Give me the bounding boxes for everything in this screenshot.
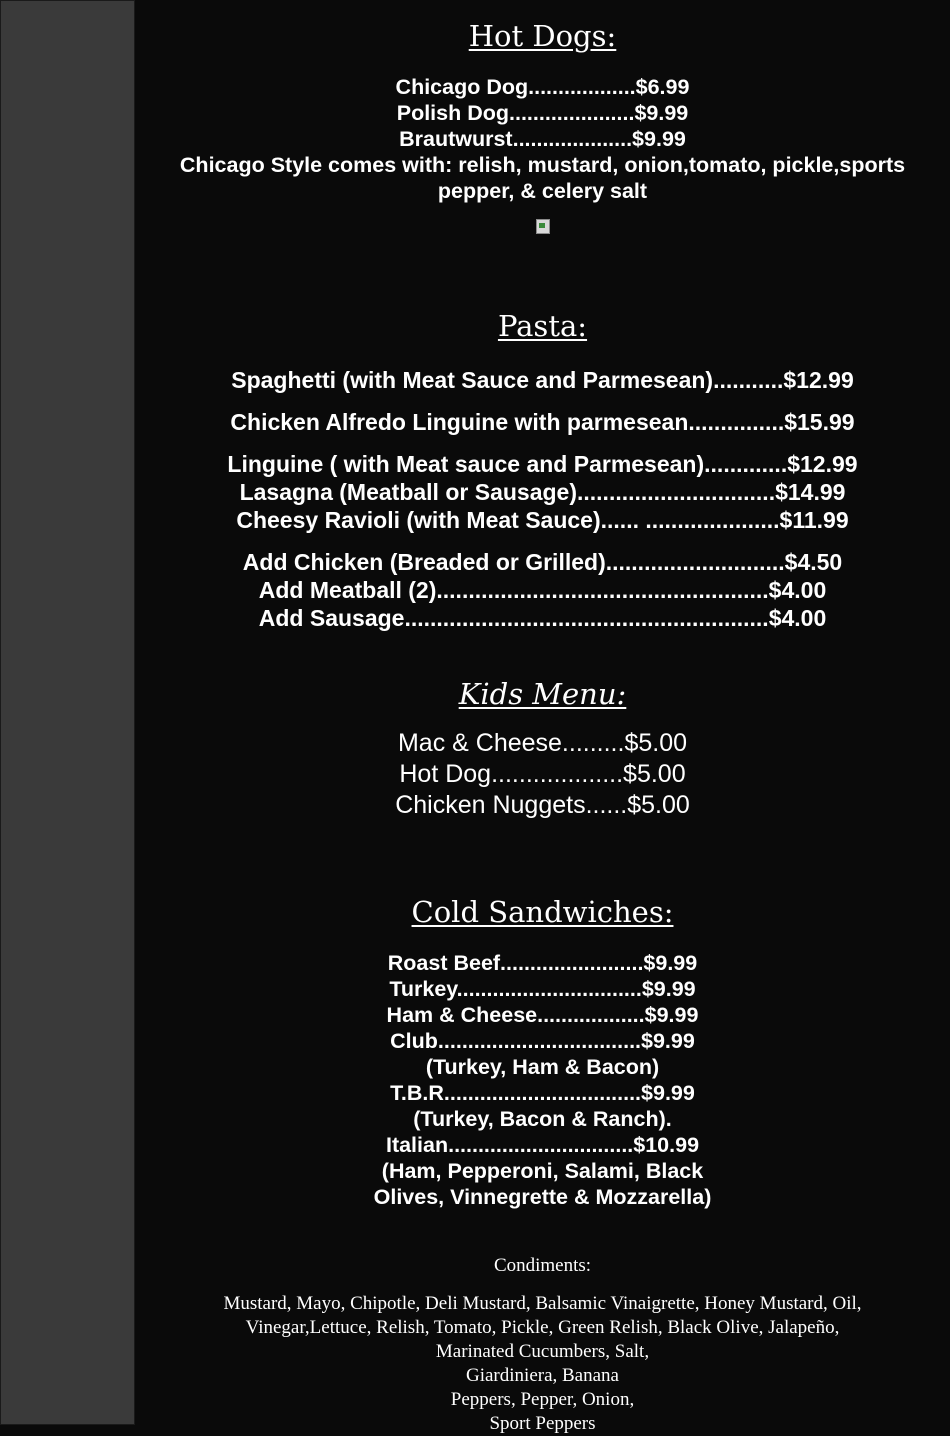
condiments-line: Sport Peppers	[489, 1413, 596, 1434]
menu-item: Italian...............................$10.99	[385, 1133, 700, 1157]
left-sidebar	[0, 0, 135, 1425]
condiments-line: Mustard, Mayo, Chipotle, Deli Mustard, Balsamic Vinaigrette, Honey Mustard, Oil,	[223, 1293, 862, 1314]
kids-menu-title: Kids Menu:	[458, 677, 627, 711]
menu-item: Brautwurst....................$9.99	[399, 127, 686, 151]
hot-dogs-list	[135, 74, 950, 204]
menu-item: Chicken Alfredo Linguine with parmesean...............$15.99	[230, 409, 855, 435]
menu-item: T.B.R.................................$9.99	[390, 1081, 695, 1105]
menu-item: Chicken Nuggets......$5.00	[395, 791, 690, 819]
condiments-line: Peppers, Pepper, Onion,	[450, 1389, 635, 1410]
menu-item: Add Meatball (2)....................................................$4.00	[258, 577, 827, 603]
menu-item-note: (Turkey, Bacon & Ranch).	[413, 1107, 672, 1131]
menu-item: Mac & Cheese.........$5.00	[397, 729, 688, 757]
pasta-group	[135, 408, 950, 436]
broken-image-icon	[536, 219, 550, 234]
pasta-group	[135, 450, 950, 534]
pasta-addons	[135, 548, 950, 632]
menu-item: Lasagna (Meatball or Sausage)...............................$14.99	[239, 479, 846, 505]
menu-item: Cheesy Ravioli (with Meat Sauce)...... .....................$11.99	[236, 507, 849, 533]
menu-item-note: (Turkey, Ham & Bacon)	[425, 1055, 660, 1079]
menu-item: Turkey...............................$9.99	[389, 977, 696, 1001]
pasta-group	[135, 366, 950, 394]
menu-item-note: Olives, Vinnegrette & Mozzarella)	[373, 1185, 712, 1209]
kids-menu-list	[135, 728, 950, 821]
menu-item: Ham & Cheese..................$9.99	[386, 1003, 699, 1027]
hot-dogs-note: pepper, & celery salt	[437, 179, 648, 203]
condiments-list	[135, 1292, 950, 1436]
condiments-line: Vinegar,Lettuce, Relish, Tomato, Pickle, Green Relish, Black Olive, Jalapeño,	[245, 1317, 840, 1338]
hot-dogs-note: Chicago Style comes with: relish, mustard, onion,tomato, pickle,sports	[179, 153, 906, 177]
menu-content	[135, 0, 950, 1434]
menu-item: Polish Dog.....................$9.99	[396, 101, 689, 125]
menu-item: Linguine ( with Meat sauce and Parmesean).............$12.99	[227, 451, 858, 477]
menu-item: Club..................................$9.99	[390, 1029, 695, 1053]
cold-sandwiches-list	[135, 950, 950, 1210]
menu-item-note: (Ham, Pepperoni, Salami, Black	[381, 1159, 704, 1183]
menu-item: Spaghetti (with Meat Sauce and Parmesean)...........$12.99	[231, 367, 854, 393]
menu-item: Add Chicken (Breaded or Grilled)............................$4.50	[242, 549, 843, 575]
menu-item: Add Sausage.........................................................$4.00	[258, 605, 827, 631]
menu-item: Roast Beef........................$9.99	[387, 951, 698, 975]
condiments-title: Condiments:	[493, 1255, 592, 1276]
menu-item: Hot Dog...................$5.00	[399, 760, 686, 788]
condiments-line: Marinated Cucumbers, Salt,	[435, 1341, 650, 1362]
hot-dogs-title: Hot Dogs:	[468, 19, 617, 53]
pasta-title: Pasta:	[497, 309, 588, 343]
cold-sandwiches-title: Cold Sandwiches:	[411, 895, 674, 929]
condiments-line: Giardiniera, Banana	[466, 1365, 619, 1386]
menu-item: Chicago Dog..................$6.99	[395, 75, 690, 99]
